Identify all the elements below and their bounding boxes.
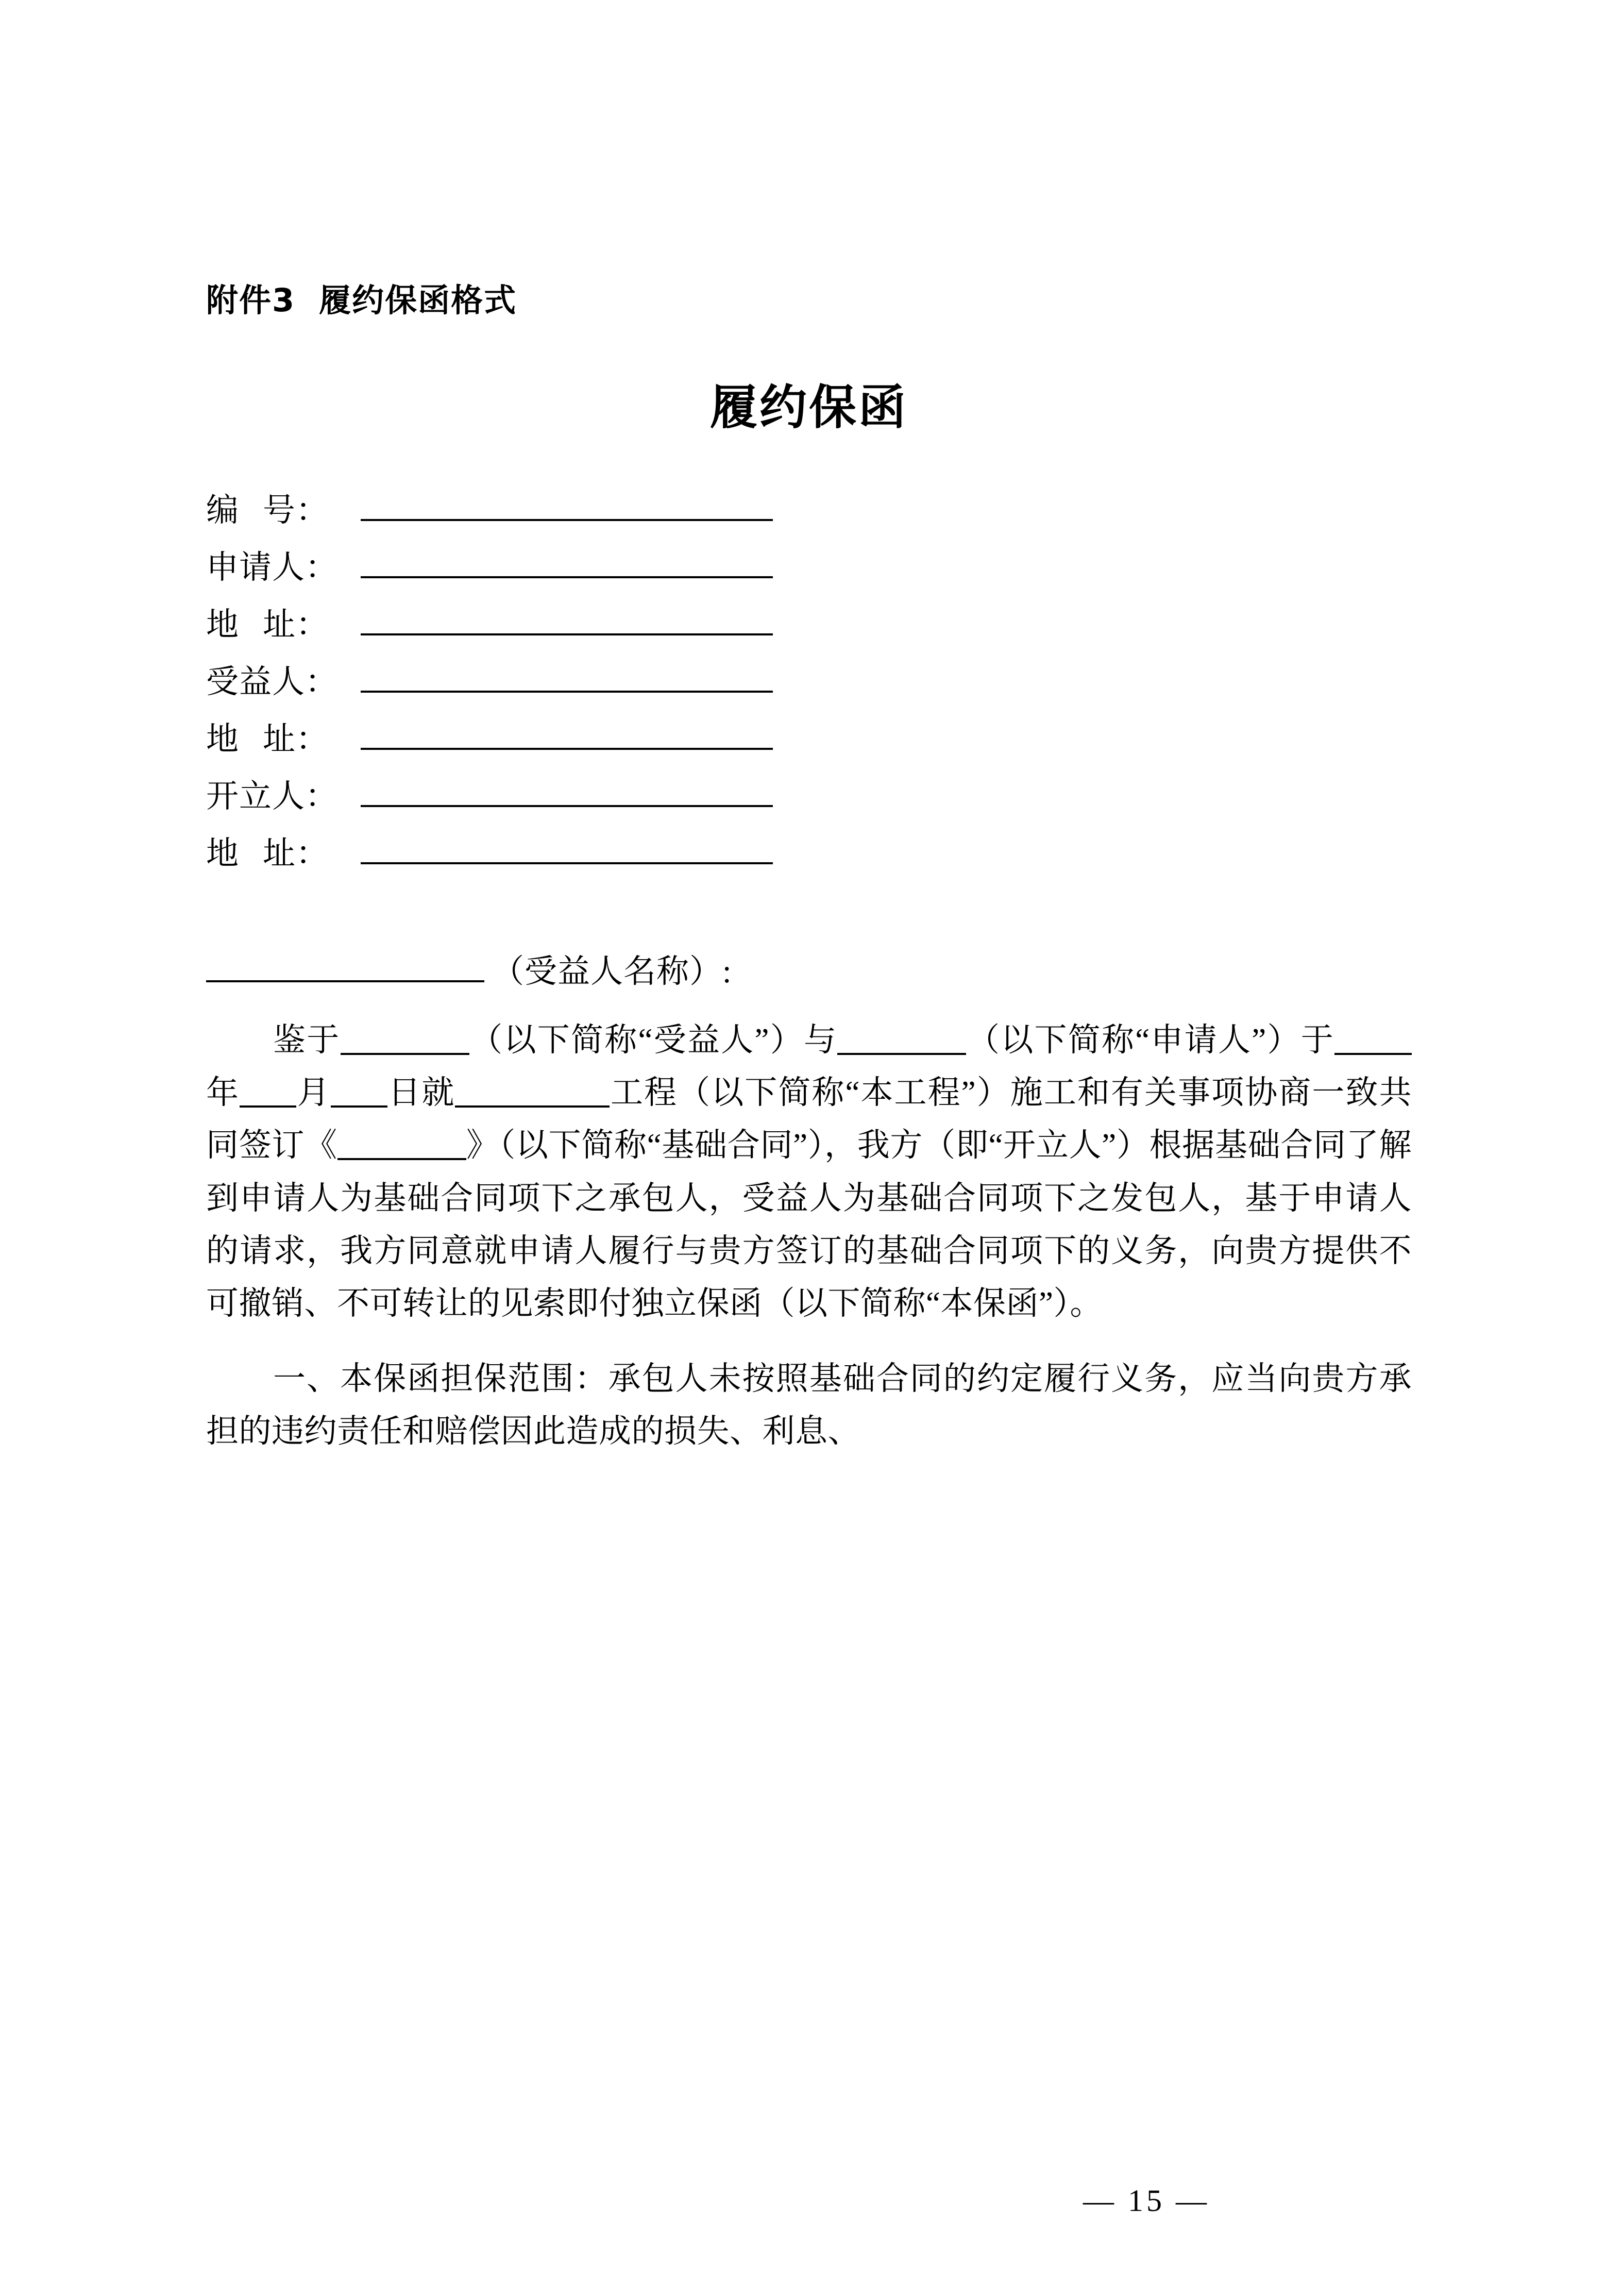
form-fields [206, 494, 1412, 870]
paragraph-scope: 一、本保函担保范围：承包人未按照基础合同的约定履行义务，应当向贵方承担的违约责任和赔偿因此造成的损失、利息、 [206, 1360, 1412, 1449]
recital-blank-applicant[interactable] [837, 1032, 966, 1055]
beneficiary-name-line [206, 952, 1412, 992]
recital-part-7: 工程（以下简称“本工程”）施工和有关事项协商一致共同签订《 [206, 1075, 1412, 1164]
page-title: 履约保函 [709, 379, 908, 435]
field-row-applicant [206, 551, 1412, 584]
recital-blank-day[interactable] [331, 1085, 387, 1108]
field-label-beneficiary-address: 地 址： [206, 720, 329, 757]
recital-blank-project[interactable] [455, 1085, 610, 1108]
attachment-heading [206, 278, 1412, 323]
field-row-number [206, 494, 1412, 527]
field-input-applicant[interactable] [361, 554, 773, 578]
recital-part-5: 月 [296, 1075, 331, 1111]
attachment-title: 履约保函格式 [319, 281, 517, 319]
field-label-issuer: 开立人： [206, 778, 338, 814]
recital-blank-beneficiary[interactable] [341, 1032, 469, 1055]
field-label-applicant: 申请人： [206, 549, 338, 585]
beneficiary-name-input[interactable] [206, 958, 484, 982]
field-row-beneficiary-address [206, 720, 1412, 757]
field-label-issuer-address: 地 址： [206, 835, 329, 872]
field-label-number: 编 号： [206, 492, 329, 528]
field-row-applicant-address [206, 606, 1412, 643]
field-row-issuer-address [206, 837, 1412, 870]
document-body [206, 278, 1412, 1457]
recital-part-6: 日就 [387, 1075, 455, 1111]
recital-part-4: 年 [206, 1075, 240, 1111]
field-input-issuer[interactable] [361, 782, 773, 807]
field-row-issuer [206, 780, 1412, 813]
field-input-issuer-address[interactable] [361, 840, 773, 864]
field-input-applicant-address[interactable] [361, 611, 773, 635]
field-row-beneficiary [206, 663, 1412, 700]
recital-part-1: 鉴于 [273, 1022, 341, 1059]
field-label-applicant-address: 地 址： [206, 606, 329, 643]
field-input-number[interactable] [361, 496, 773, 521]
field-input-beneficiary[interactable] [361, 668, 773, 693]
recital-part-3: （以下简称“申请人”）于 [966, 1022, 1334, 1059]
recital-blank-contract[interactable] [337, 1137, 466, 1160]
field-label-beneficiary: 受益人： [206, 663, 338, 700]
paragraph-recital [206, 1014, 1412, 1329]
recital-blank-year[interactable] [1334, 1032, 1412, 1055]
beneficiary-name-label: （受益人名称）: [492, 953, 732, 990]
recital-part-2: （以下简称“受益人”）与 [469, 1022, 838, 1059]
page-number: — 15 — [1083, 2184, 1210, 2218]
attachment-label: 附件3 [206, 281, 296, 319]
recital-part-8: 》（以下简称“基础合同”），我方（即“开立人”）根据基础合同了解到申请人为基础合同项下之承包人，受益人为基础合同项下之发包人，基于申请人的请求，我方同意就申请人履行与贵方签订的基础合同项下的义务，向贵方提供不可撤销、不可转让的见索即付独立保函（以下简称“本保函”）。 [206, 1127, 1412, 1321]
recital-blank-month[interactable] [240, 1085, 296, 1108]
field-input-beneficiary-address[interactable] [361, 725, 773, 750]
